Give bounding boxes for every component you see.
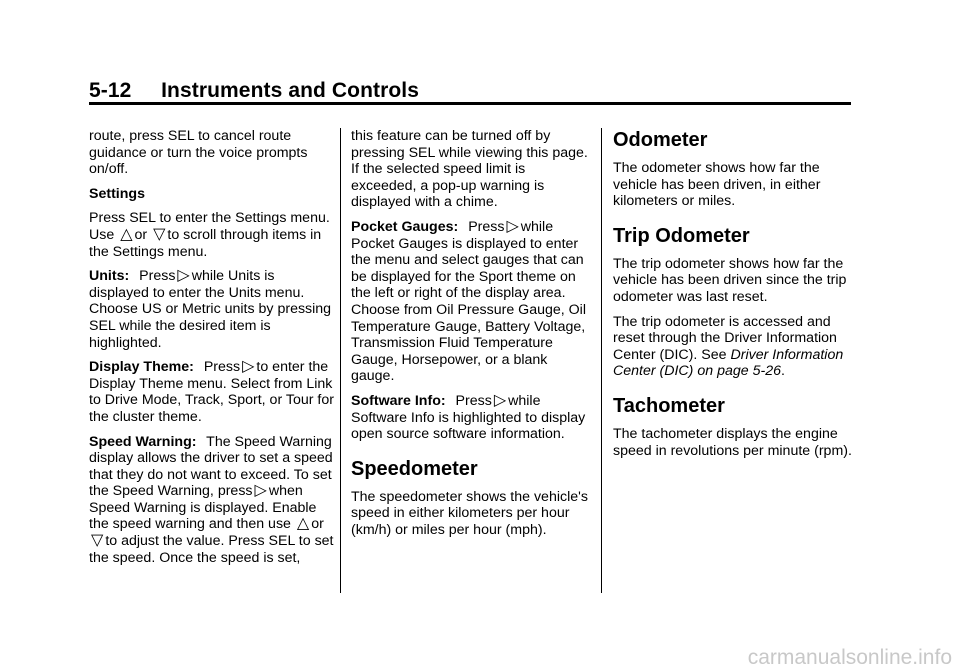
column-2 <box>351 128 591 546</box>
text: or <box>134 226 148 243</box>
right-arrow-icon: ▷ <box>254 480 267 500</box>
down-arrow-icon: ▽ <box>91 530 104 550</box>
paragraph: route, press SEL to cancel route guidance or turn the voice prompts on/off. <box>89 128 308 178</box>
column-1 <box>89 128 334 574</box>
term-speed-warning: Speed Warning: <box>89 433 197 450</box>
text: . <box>780 363 785 380</box>
text: The trip odometer is accessed and reset through the Driver Information Center (DIC). See <box>613 313 837 363</box>
paragraph: The trip odometer shows how far the vehicle has been driven since the trip odometer was last reset. <box>613 255 847 305</box>
up-arrow-icon: △ <box>120 223 133 243</box>
text: Press <box>468 218 505 235</box>
text: Press <box>455 392 492 409</box>
text: Press SEL to enter the Settings menu. Use <box>89 210 330 243</box>
text: or <box>311 516 324 533</box>
term-units: Units: <box>89 268 130 285</box>
column-divider <box>340 128 341 593</box>
paragraph <box>351 215 591 385</box>
paragraph: The speedometer shows the vehicle's speed in either kilometers per hour (km/h) or miles per hour (mph). <box>351 488 588 538</box>
paragraph <box>89 356 334 425</box>
trip-odometer-heading: Trip Odometer <box>613 224 750 247</box>
paragraph <box>613 314 858 380</box>
down-arrow-icon: ▽ <box>153 223 166 243</box>
text: The Speed Warning display allows the driver to set a speed that they do not want to exceed. To set the Speed Warning, press <box>89 433 333 500</box>
text: while Software Info is highlighted to display open source software information. <box>351 392 586 443</box>
text: while Pocket Gauges is displayed to enter the menu and select gauges that can be displayed for the Sport theme on the left or right of the display area. Choose from Oil Pressure Gauge, Oil Temperature Gauge, Battery Voltage, Transmission Fluid Temperature Gauge, Horsepower, or a blank gauge. <box>351 218 586 385</box>
right-arrow-icon: ▷ <box>177 265 190 285</box>
settings-heading-text: Settings <box>89 185 145 202</box>
speedometer-heading: Speedometer <box>351 457 478 480</box>
settings-heading <box>89 186 334 203</box>
paragraph <box>89 434 334 567</box>
column-divider <box>601 128 602 593</box>
right-arrow-icon: ▷ <box>493 389 507 409</box>
term-software-info: Software Info: <box>351 392 446 409</box>
column-3 <box>613 128 858 467</box>
text: Press <box>203 359 241 376</box>
text: while Units is displayed to enter the Units menu. Choose US or Metric units by pressing SEL while the desired item is highlighted. <box>89 268 332 351</box>
header-rule <box>89 102 851 105</box>
paragraph <box>89 265 334 351</box>
term-display-theme: Display Theme: <box>89 359 194 376</box>
text: to adjust the value. Press SEL to set the speed. Once the speed is set, <box>89 533 334 566</box>
text: Press <box>139 268 176 285</box>
paragraph: The tachometer displays the engine speed in revolutions per minute (rpm). <box>613 425 852 459</box>
paragraph <box>89 210 334 260</box>
term-pocket-gauges: Pocket Gauges: <box>351 218 459 235</box>
watermark: carmanualsonline.info <box>747 646 952 669</box>
tachometer-heading: Tachometer <box>613 394 725 417</box>
right-arrow-icon: ▷ <box>242 356 255 376</box>
cross-reference-link[interactable]: Driver Information Center (DIC) on page 5-26 <box>613 346 844 380</box>
text: when Speed Warning is displayed. Enable the speed warning and then use <box>89 483 317 533</box>
up-arrow-icon: △ <box>296 513 310 533</box>
paragraph: The odometer shows how far the vehicle has been driven, in either kilometers or miles. <box>613 160 821 210</box>
paragraph <box>351 389 591 443</box>
page-title: 5-12 Instruments and Controls <box>89 79 420 102</box>
text: to scroll through items in the Settings menu. <box>89 226 322 260</box>
paragraph: this feature can be turned off by pressing SEL while viewing this page. If the selected speed limit is exceeded, a pop-up warning is displayed with a chime. <box>351 128 588 211</box>
text: to enter the Display Theme menu. Select from Link to Drive Mode, Track, Sport, or Tour for the cluster theme. <box>89 359 334 425</box>
odometer-heading: Odometer <box>613 129 708 151</box>
right-arrow-icon: ▷ <box>506 215 519 235</box>
